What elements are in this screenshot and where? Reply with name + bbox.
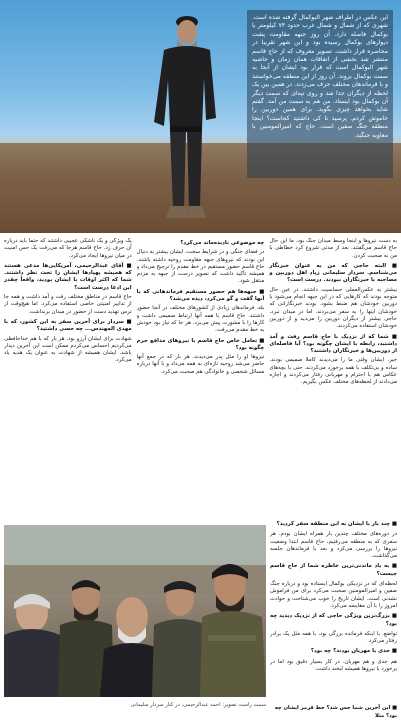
paragraph: نیروها او را مثل پدر می‌دیدند. هر بار که در جمع آنها حاضر می‌شد روحیه تازه‌ای به همه می‌داد و با آنها درباره مسائل شخصی و خانوادگی هم صحبت می‌کرد.: [136, 354, 265, 375]
interview-question: ■ آقای عبدالرحیمی، آمریکایی‌ها مدعی هستند که همیشه پهپادها ایشان را تحت نظر داشتند. شما که اکثر اوقات با ایشان بودید، واقعاً چقدر این ادعا درست است؟: [3, 262, 132, 291]
interview-question: ■ چند بار با ایشان به این منطقه سفر کردید؟: [276, 521, 397, 527]
paragraph: خیر. ایشان وقتی ما را می‌دیدند کاملا صمیمی بودند. ساده و بی‌تکلف با همه برخورد می‌کردند. حتی با بچه‌های عکاس هم با احترام و مهربانی رفتار می‌کردند و اجازه می‌دادند از لحظه‌های مختلف عکس بگیریم.: [269, 357, 397, 386]
footer-question: ■ این آخرین شما حس شد؟ خط قرمز ایشان چه بود؟ مثلا: [274, 705, 397, 719]
paragraph: بیشتر به عکس‌العملی حساسیت داشتند. در عین حال متوجه بودند که کارهایی که در این جبهه انجام می‌شود با دوربین خودشان هم ضبط بشود. بودند خبرنگارانی که خودشان اینها را به سفر می‌بردند. اما در میدان نبرد، حاجی بیشتر از دیگران دوربین را می‌دید و از دوربین خودشان استفاده می‌کردند.: [269, 286, 397, 330]
hero-photo: [0, 0, 401, 233]
column-right-continued: [270, 521, 397, 704]
column-left: [4, 238, 132, 521]
paragraph: تواضع. با اینکه فرمانده بزرگی بود، با همه مثل یک برادر رفتار می‌کرد.: [270, 630, 397, 645]
interview-question: ■ البته حاجی که من به عنوان خبرنگار می‌شناسم. سردار سلیمانی زیاد اهل دوربین و مصاحبه با خبرنگاران نبودند. درست است؟: [269, 262, 397, 284]
standing-commander-figure: [140, 8, 230, 224]
paragraph: در دوره‌های مختلف چندین بار همراه ایشان بودم. هر سفری که به منطقه می‌رفتیم، حاج قاسم ابتدا وضعیت نیروها را بررسی می‌کرد و بعد با فرماندهان جلسه می‌گذاشت.: [270, 531, 397, 560]
column-middle: [137, 238, 265, 521]
paragraph: بله. فرماندهان زیادی از کشورهای مختلف در آنجا حضور داشتند. حاج قاسم با همه آنها ارتباط صمیمی داشت و کارها را با مشورت پیش می‌برد. هر جا که نیاز بود خودش به خط مقدم می‌رفت.: [136, 305, 265, 334]
interview-question: ■ جبهه‌ها هم حضور مستقیم فرماندهانی که با آنها گفت و گو می‌کرد، دیده می‌شد؟: [136, 288, 265, 303]
hero-caption: این عکس در اطراف شهر البوکمال گرفته شده است. شهری که از شمال و شمال غرب حدود ۷۳ کیلومتر با بوکمال فاصله دارد. آن روز جبهه مقاومت پشت دیوارهای بوکمال رسیده بود و این شهر تقریبا در محاصره قرار داشت. تصویر معروف که از حاج قاسم منتشر شد بخشی از اتفاقات همان زمان و حاشیه شهر البوکمال است که قرار بود ایشان از آنجا به سمت بوکمال بروند. آن روز از این منطقه می‌خواستند و با فرماندهان مختلف حرف می‌زدند. در همین بین یک لحظه از دیگران جدا شد و روی تپه‌ای که سمت دیگر آن بوکمال بود ایستاد. من هم به سمت من آمد. گفتم شاید بخواهد چیزی بگوید. برای همین دوربین را خاموش کردم. پرسید تا کی داشتید کجاست؟ اینجا منطقه جنگ صفین است. حاج که امیرالمومنین با معاویه جنگید.: [247, 10, 393, 178]
paragraph: شهادت برای ایشان آرزو بود. هر بار که با هم خداحافظی می‌کردیم احساس می‌کردم ممکن است این آخرین دیدار باشد. ایشان همیشه از شهادت به عنوان یک هدیه یاد می‌کرد.: [3, 335, 132, 364]
article-body: [4, 238, 397, 521]
interview-question: ■ بزرگ‌ترین ویژگی حاجی که از نزدیک دیدید چه بود؟: [270, 613, 397, 627]
group-photo: [4, 525, 266, 697]
group-of-men-illustration: [4, 525, 266, 697]
interview-question: ■ شما که از نزدیک با حاج قاسم رفت و آمد داشتید، رابطه با ایشان چگونه بود؟ آیا فاصله‌ای از دوربین‌ها و خبرنگاران داشتند؟: [269, 333, 397, 355]
interview-question: چه موضوعی نادیده‌ماند می‌کرد؟: [180, 240, 265, 246]
paragraph: یک ویژگی و یک ناشکی عجیبی داشتند که حتماً باید درباره آن حرف زد. حاج قاسم هرجا که می‌رفت یک حس امنیت در میان نیروها ایجاد می‌کرد.: [3, 238, 132, 259]
paragraph: به دست نیروها و اینجا وسط میدان جنگ بود. ما این حال حاج قاسم می‌گفتند. بعد از مدتی شروع کرد خطاطی با من به صحبت کردن.: [269, 238, 397, 259]
paragraph: لحظه‌ای که در نزدیکی بوکمال ایستاده بود و درباره جنگ صفین و امیرالمومنین صحبت می‌کرد برای من فراموش نشدنی است. ایشان تاریخ را خوب می‌شناخت و حوادث امروز را با آن مقایسه می‌کرد.: [270, 581, 397, 609]
paragraph: هم جدی و هم مهربان. در کار بسیار دقیق بود اما در برخورد با نیروها همیشه لبخند داشت.: [270, 658, 397, 673]
group-photo-caption: سمت راست تصویر: احمد عبدالرحیمی، در کنار سردار سلیمانی: [130, 702, 266, 708]
paragraph: حاج قاسم در مناطق مختلف رفت و آمد داشت و همه جا از تدابیر امنیتی خاصی استفاده می‌کرد. اما هیچ‌وقت از ترس تهدید دست از حضور در میدان برنداشت.: [3, 294, 132, 315]
interview-question: ■ به یاد ماندنی‌ترین خاطره شما از حاج قاسم چیست؟: [270, 563, 397, 577]
interview-question: ■ تعامل خاص حاج قاسم با نیروهای مدافع حرم چگونه بود؟: [136, 337, 265, 351]
paragraph: در فضای جنگی و در شرایط سخت، ایشان بیشتر به دنبال این بودند که نیروهای جبهه مقاومت روحیه داشته باشند. حاج قاسم حضور مستقیم در خط مقدم را ترجیح می‌داد و همیشه تأکید داشت که تصویر درست از جبهه به مردم منتقل شود.: [136, 249, 265, 285]
interview-question: ■ سردار برای آخرین سفر به این کشور، که با مهدی المهندس... چه حسی داشتید؟: [3, 318, 132, 333]
interview-question: ■ جدی یا مهربان بودند؟ چه بود؟: [310, 648, 397, 655]
column-right: [269, 238, 397, 521]
